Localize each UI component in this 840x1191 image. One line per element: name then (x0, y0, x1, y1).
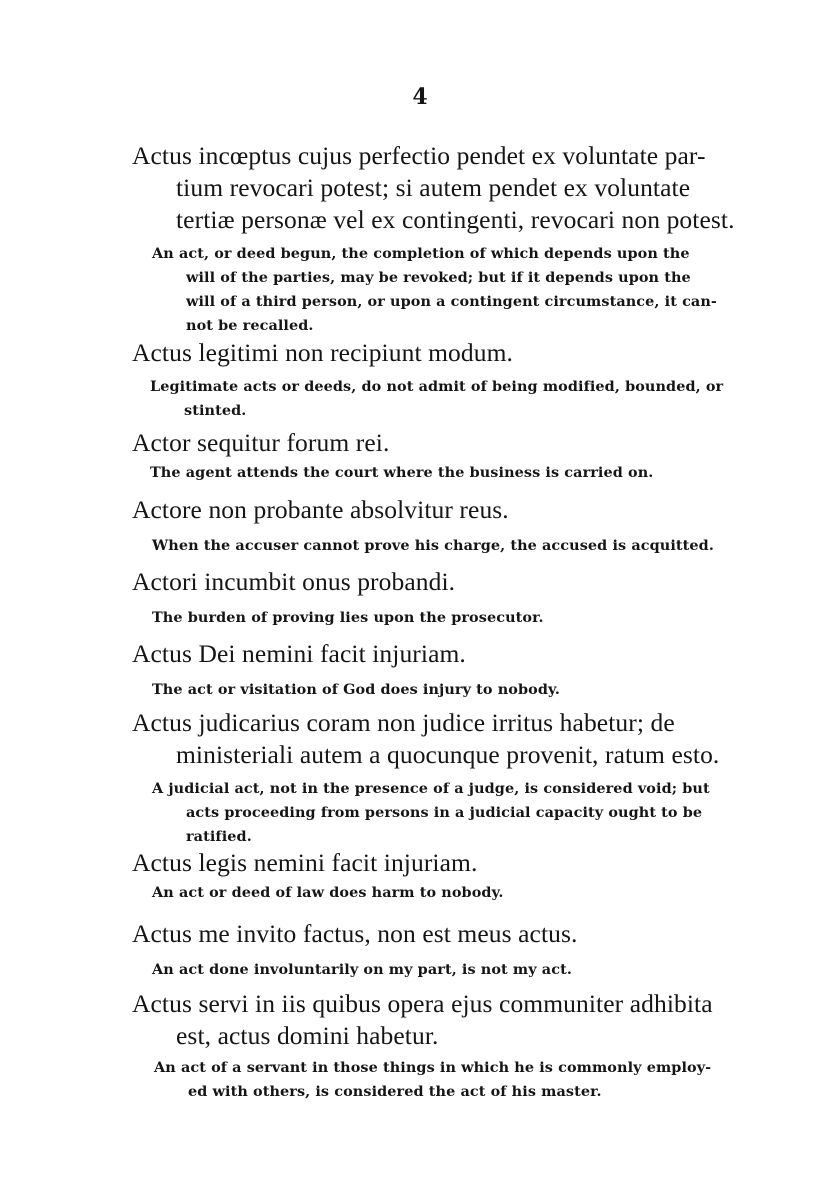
translation-line: An act done involuntarily on my part, is not my act. (152, 961, 572, 978)
maxim-entry (0, 707, 840, 849)
translation-line: When the accuser cannot prove his charge, the accused is acquitted. (152, 537, 714, 554)
latin-maxim (0, 494, 840, 526)
latin-maxim (0, 427, 840, 459)
latin-maxim (0, 566, 840, 598)
english-translation (0, 1056, 840, 1104)
latin-maxim (0, 638, 840, 670)
maxim-entry (0, 988, 840, 1104)
maxim-line: tium revocari potest; si autem pendet ex voluntate (176, 173, 691, 202)
maxim-entry (0, 494, 840, 558)
translation-line: not be recalled. (186, 317, 314, 334)
translation-line: stinted. (184, 402, 247, 419)
maxim-entry (0, 337, 840, 423)
page-number: 4 (412, 84, 428, 110)
maxim-line: Actus Dei nemini facit injuriam. (132, 639, 466, 668)
translation-line: An act, or deed begun, the completion of which depends upon the (152, 245, 690, 262)
maxim-line: Actus me invito factus, non est meus actus. (132, 919, 578, 948)
english-translation (0, 461, 840, 485)
english-translation (0, 606, 840, 630)
english-translation (0, 375, 840, 423)
maxim-line: Actor sequitur forum rei. (132, 428, 390, 457)
translation-line: The burden of proving lies upon the prosecutor. (152, 609, 544, 626)
maxim-entry (0, 566, 840, 630)
maxim-entry (0, 638, 840, 702)
latin-maxim (0, 847, 840, 879)
latin-maxim (0, 707, 840, 771)
english-translation (0, 242, 840, 338)
maxim-line: Actori incumbit onus probandi. (132, 567, 456, 596)
maxim-entry (0, 427, 840, 485)
maxim-line: tertiæ personæ vel ex contingenti, revocari non potest. (176, 205, 735, 234)
maxim-line: Actus legitimi non recipiunt modum. (132, 338, 513, 367)
translation-line: acts proceeding from persons in a judicial capacity ought to be (186, 804, 703, 821)
translation-line: An act or deed of law does harm to nobody. (152, 884, 504, 901)
translation-line: A judicial act, not in the presence of a judge, is considered void; but (152, 780, 710, 797)
translation-line: will of the parties, may be revoked; but if it depends upon the (186, 269, 691, 286)
translation-line: The act or visitation of God does injury to nobody. (152, 681, 560, 698)
maxim-line: Actus judicarius coram non judice irritus habetur; de (132, 708, 675, 737)
maxim-line: Actus servi in iis quibus opera ejus communiter adhibita (132, 989, 713, 1018)
maxim-entry (0, 847, 840, 905)
translation-line: The agent attends the court where the business is carried on. (150, 464, 654, 481)
english-translation (0, 777, 840, 849)
maxim-entry (0, 140, 840, 338)
translation-line: ratified. (186, 828, 252, 845)
translation-line: will of a third person, or upon a contingent circumstance, it can- (186, 293, 717, 310)
maxim-line: Actus incœptus cujus perfectio pendet ex voluntate par- (132, 141, 706, 170)
maxim-line: Actore non probante absolvitur reus. (132, 495, 509, 524)
english-translation (0, 534, 840, 558)
latin-maxim (0, 988, 840, 1052)
translation-line: ed with others, is considered the act of his master. (188, 1083, 602, 1100)
translation-line: Legitimate acts or deeds, do not admit of being modified, bounded, or (150, 378, 724, 395)
english-translation (0, 678, 840, 702)
latin-maxim (0, 337, 840, 369)
maxim-line: Actus legis nemini facit injuriam. (132, 848, 478, 877)
maxim-line: est, actus domini habetur. (176, 1021, 439, 1050)
translation-line: An act of a servant in those things in which he is commonly employ- (154, 1059, 712, 1076)
maxim-entry (0, 918, 840, 982)
english-translation (0, 958, 840, 982)
english-translation (0, 881, 840, 905)
latin-maxim (0, 140, 840, 236)
maxim-line: ministeriali autem a quocunque provenit, ratum esto. (176, 740, 720, 769)
latin-maxim (0, 918, 840, 950)
